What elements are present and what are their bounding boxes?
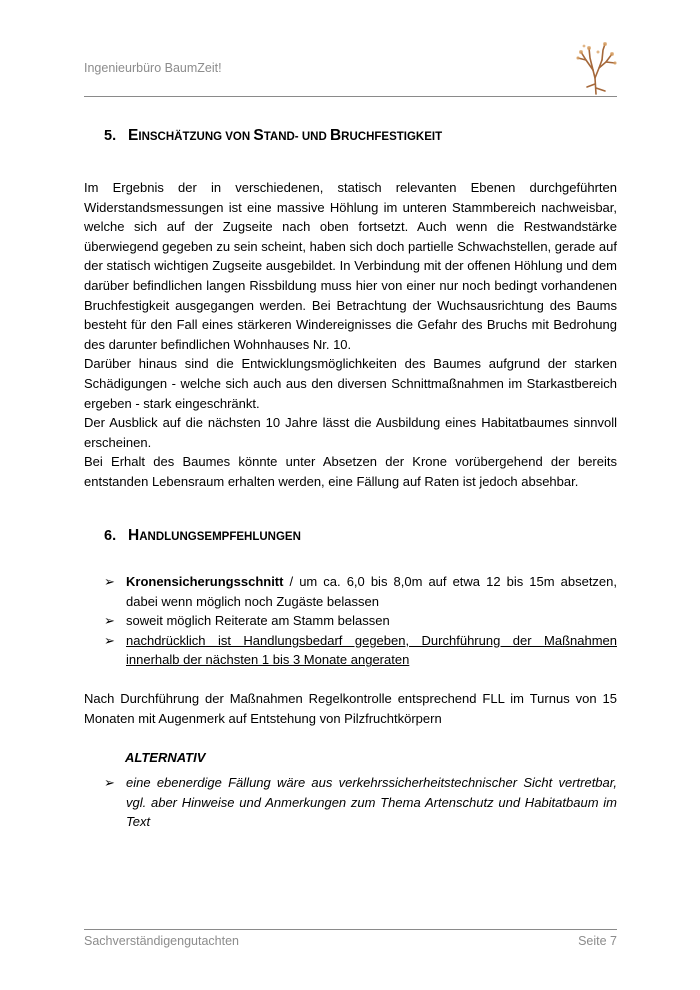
arrow-bullet-icon: ➢ [104,574,115,589]
list-item: ➢ nachdrücklich ist Handlungsbedarf gegeben, Durchführung der Maßnahmen innerhalb der nächsten 1 bis 3 Monate angeraten [104,632,617,668]
section-6-number: 6. [104,528,117,544]
page-number: Seite 7 [578,934,617,948]
section-5-heading: 5. EINSCHÄTZUNG VON STAND- UND BRUCHFESTIGKEIT [104,127,443,144]
section-6-heading: 6. HANDLUNGSEMPFEHLUNGEN [104,527,301,544]
header-rule [84,96,617,97]
list-item: ➢ soweit möglich Reiterate am Stamm belassen [104,611,617,631]
recommendation-list [104,572,617,670]
paragraph: Darüber hinaus sind die Entwicklungsmöglichkeiten des Baumes aufgrund der starken Schädigungen - welche sich auch aus den diversen Schnittmaßnahmen im Starkastbereich ergeben - stark eingeschränkt. [84,356,617,411]
section-5-number: 5. [104,128,117,144]
paragraph: Bei Erhalt des Baumes könnte unter Absetzen der Krone vorübergehend der bereits entstanden Lebensraum erhalten werden, eine Fällung auf Raten ist jedoch absehbar. [84,454,617,489]
list-item: ➢ eine ebenerdige Fällung wäre aus verkehrssicherheitstechnischer Sicht vertretbar, vgl. aber Hinweise und Anmerkungen zum Thema Artenschutz und Habitatbaum im Text [104,775,617,830]
list-item: ➢ Kronensicherungsschnitt / um ca. 6,0 bis 8,0m auf etwa 12 bis 15m absetzen, dabei wenn möglich noch Zugäste belassen [104,574,617,609]
arrow-bullet-icon: ➢ [104,613,115,629]
paragraph: Der Ausblick auf die nächsten 10 Jahre lässt die Ausbildung eines Habitatbaumes sinnvoll erscheinen. [84,415,617,450]
section-5-body [84,178,617,492]
paragraph: Im Ergebnis der in verschiedenen, statisch relevanten Ebenen durchgeführten Widerstandsmessungen ist eine massive Höhlung im unteren Stammbereich nachweisbar, welche sich auf der Zugseite nach oben fortsetzt. Auch wenn die Restwandstärke überwiegend gegeben zu sein scheint, haben sich doch partielle Schwachstellen, gerade auf der statisch wichtigen Zugseite ausgebildet. In Verbindung mit der offenen Höhlung und dem darüber befindlichen langen Rissbildung muss hier von einer nur noch bedingt vorhandenen Bruchfestigkeit ausgegangen werden. Bei Betrachtung der Wuchsausrichtung des Baums besteht für den Fall eines stärkeren Windereignisses die Gefahr des Bruchs mit Bedrohung des darunter befindlichen Wohnhauses Nr. 10. [84,180,617,352]
footer-rule [84,929,617,930]
followup-paragraph: Nach Durchführung der Maßnahmen Regelkontrolle entsprechend FLL im Turnus von 15 Monaten mit Augenmerk auf Entstehung von Pilzfruchtkörpern [84,691,617,726]
arrow-bullet-icon: ➢ [104,632,115,648]
footer-document-type: Sachverständigengutachten [84,934,239,948]
header-title: Ingenieurbüro BaumZeit! [84,61,222,75]
tree-logo-icon [572,40,620,96]
alternative-list [104,773,617,832]
alternative-heading: ALTERNATIV [125,750,206,765]
arrow-bullet-icon: ➢ [104,775,115,790]
